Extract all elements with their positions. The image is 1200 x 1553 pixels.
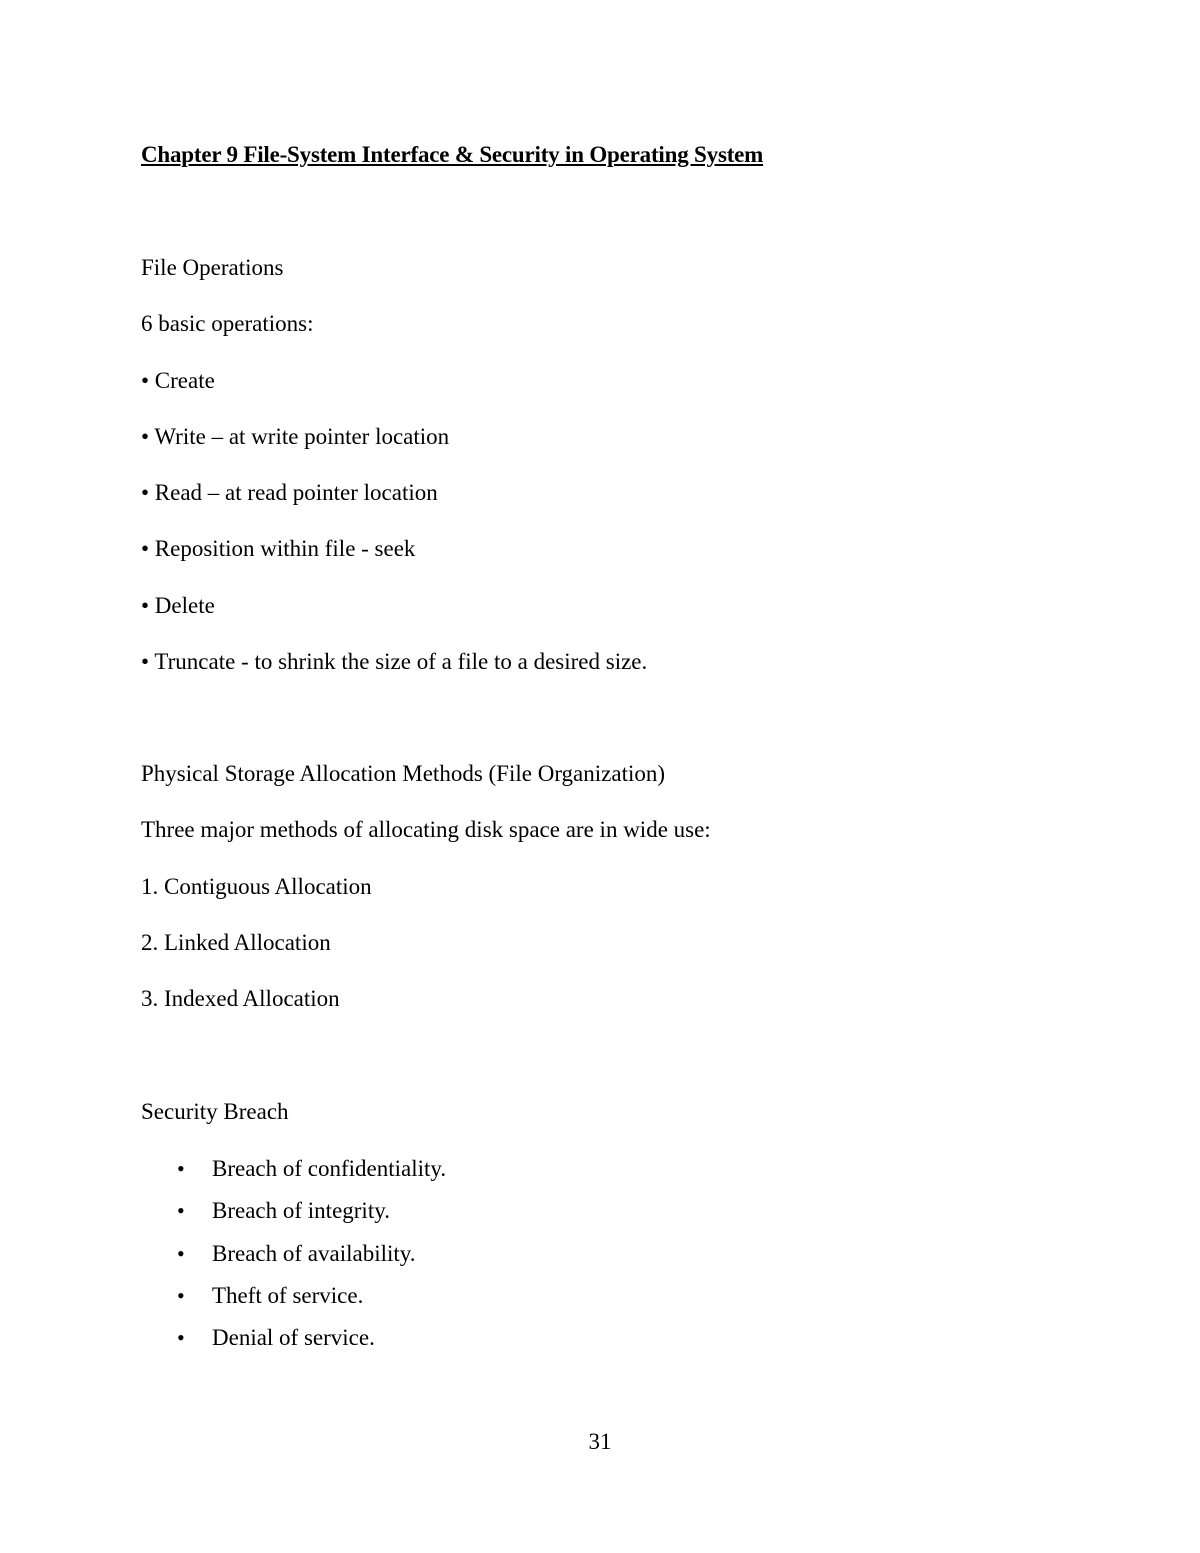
chapter-title: Chapter 9 File-System Interface & Security in Operating System — [141, 142, 764, 167]
bullet-icon: • — [177, 1283, 185, 1308]
list-item-label: Breach of integrity. — [212, 1198, 390, 1223]
list-item — [0, 1282, 1200, 1310]
list-item-label: Theft of service. — [212, 1283, 364, 1308]
list-item: 2. Linked Allocation — [141, 930, 331, 955]
list-item-label: Denial of service. — [212, 1325, 375, 1350]
file-operations-heading: File Operations — [141, 255, 284, 280]
bullet-icon: • — [177, 1198, 185, 1223]
list-item: 1. Contiguous Allocation — [141, 874, 372, 899]
list-item: • Delete — [141, 593, 215, 618]
bullet-icon: • — [177, 1241, 185, 1266]
list-item: • Write – at write pointer location — [141, 424, 450, 449]
list-item: • Create — [141, 368, 215, 393]
list-item-label: Breach of confidentiality. — [212, 1156, 447, 1181]
list-item — [0, 1324, 1200, 1352]
list-item: • Read – at read pointer location — [141, 480, 438, 505]
bullet-icon: • — [177, 1325, 185, 1350]
file-operations-intro: 6 basic operations: — [141, 311, 314, 336]
list-item: • Reposition within file - seek — [141, 536, 416, 561]
list-item: • Truncate - to shrink the size of a file to a desired size. — [141, 649, 648, 674]
allocation-intro: Three major methods of allocating disk space are in wide use: — [141, 817, 711, 842]
page-number: 31 — [588, 1429, 612, 1454]
security-heading: Security Breach — [141, 1099, 289, 1124]
list-item — [0, 1155, 1200, 1183]
list-item — [0, 1240, 1200, 1268]
list-item: 3. Indexed Allocation — [141, 986, 340, 1011]
allocation-heading: Physical Storage Allocation Methods (File Organization) — [141, 761, 666, 786]
list-item-label: Breach of availability. — [212, 1241, 416, 1266]
bullet-icon: • — [177, 1156, 185, 1181]
list-item — [0, 1197, 1200, 1225]
